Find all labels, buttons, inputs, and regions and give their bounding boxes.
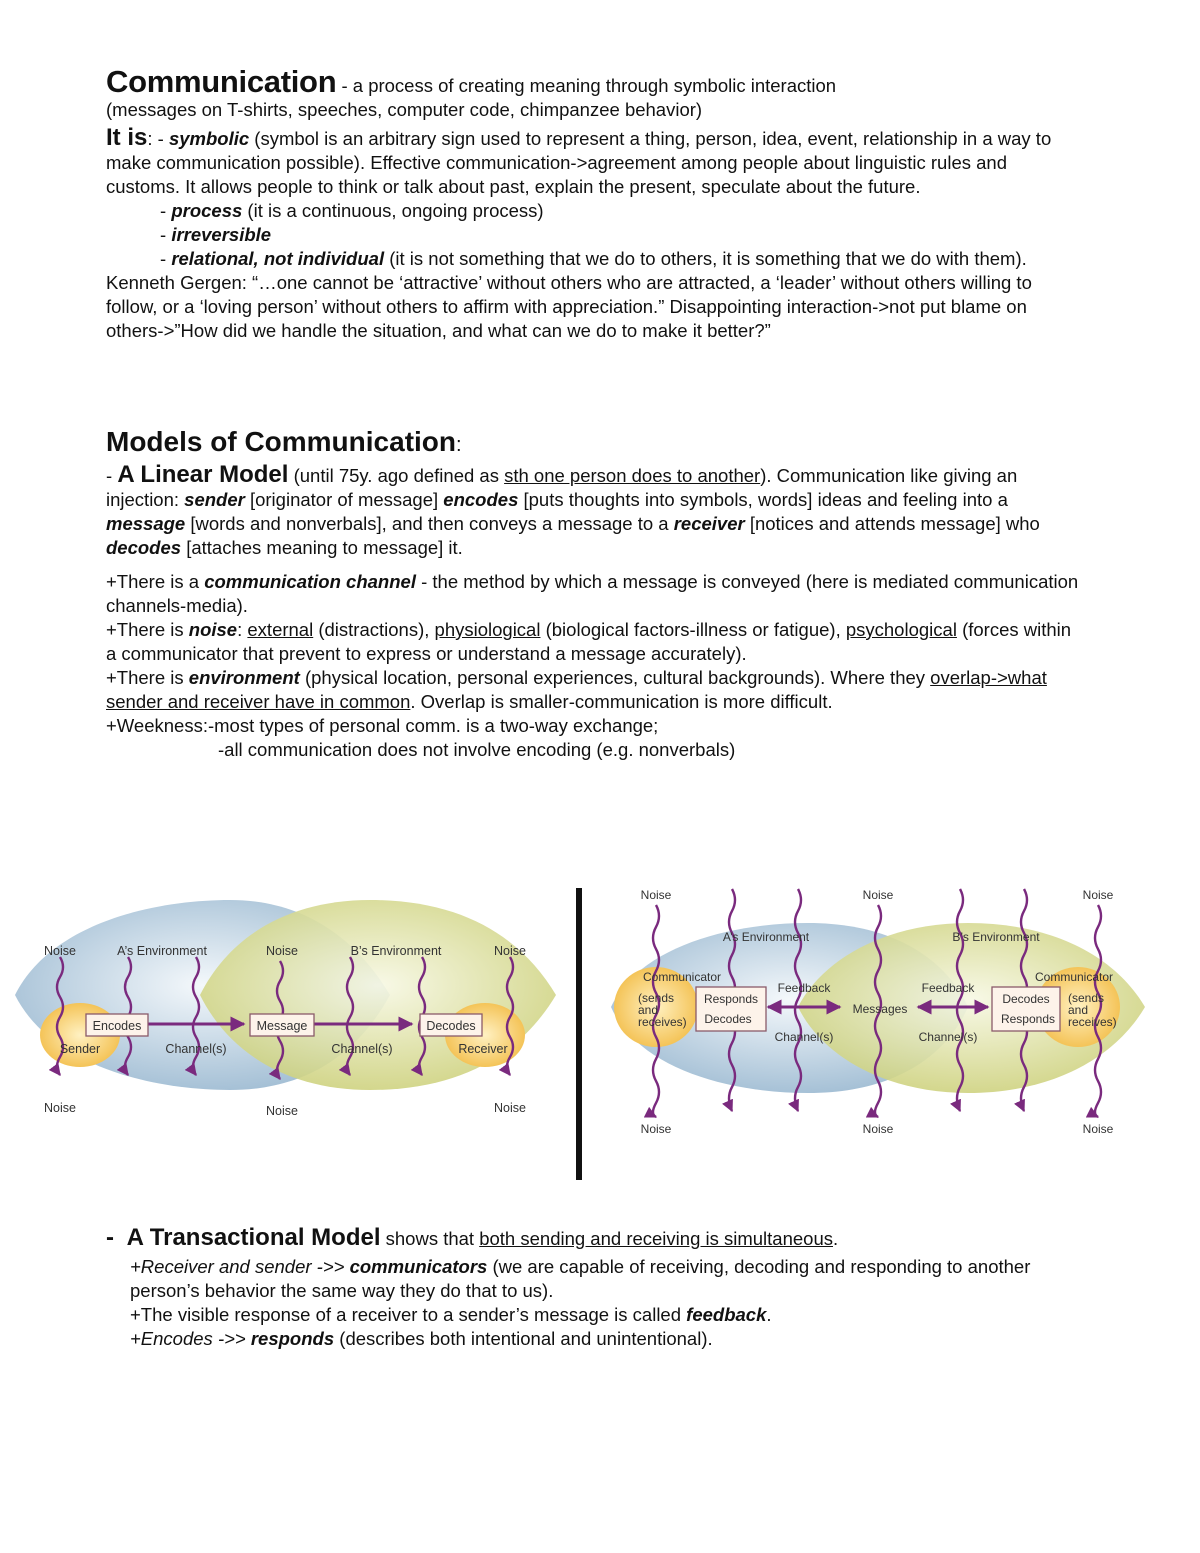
term-external: external (247, 619, 314, 640)
term-message: message (106, 513, 186, 534)
decodes-label: Decodes (426, 1019, 476, 1033)
noise-label: Noise (44, 1101, 76, 1115)
channel-label: Channel(s) (774, 1030, 834, 1044)
noise-label: Noise (266, 1104, 298, 1118)
dash: - (160, 224, 172, 245)
noise-label: Noise (862, 888, 894, 902)
linear-text-b: ). Communication like giving an injection: (106, 465, 1018, 510)
sends-label-2: and (1068, 1003, 1089, 1017)
line2-end: . (766, 1304, 772, 1325)
term-relational: relational, not individual (171, 248, 385, 269)
itis-colon: : - (147, 128, 169, 149)
line3-text: (describes both intentional and unintentional). (334, 1328, 713, 1349)
title-line (106, 64, 1066, 99)
linear-title: A Linear Model (117, 461, 289, 488)
term-physiological: physiological (434, 619, 541, 640)
weakness-line-2: -all communication does not involve encoding (e.g. nonverbals) (218, 739, 736, 760)
noise-label: Noise (862, 1122, 894, 1136)
item-process (106, 199, 1066, 223)
feedback-label-a: Feedback (777, 981, 831, 995)
noise-pre: +There is (106, 619, 189, 640)
channel-paragraph (106, 570, 1086, 618)
decodes-def: [attaches meaning to message] it. (181, 537, 463, 558)
messages-label: Messages (852, 1002, 908, 1016)
decodes-label-a: Decodes (704, 1012, 752, 1026)
dash: - (160, 248, 172, 269)
models-heading (106, 426, 1086, 457)
environment-paragraph (106, 666, 1086, 714)
channel-label: Channel(s) (331, 1042, 393, 1056)
dash: - (106, 465, 118, 486)
term-environment: environment (188, 667, 300, 688)
title-communication: Communication (106, 64, 337, 99)
line3-italic: +Encodes ->> (130, 1328, 251, 1349)
transactional-shows: shows that (380, 1228, 480, 1249)
channel-label: Channel(s) (918, 1030, 978, 1044)
item-relational (106, 247, 1066, 343)
symbolic-text: (symbol is an arbitrary sign used to represent a thing, person, idea, event, relationship in a way to make communication possible). Effective communication->agreement among people about linguistic rules and customs. It allows people to think or talk about past, explain the present, speculate about the future. (106, 128, 1052, 197)
models-section (106, 426, 1086, 762)
b-env-label: B’s Environment (952, 930, 1040, 944)
channel-label: Channel(s) (165, 1042, 227, 1056)
transactional-model-diagram (608, 883, 1148, 1145)
term-feedback: feedback (686, 1304, 767, 1325)
term-sender: sender (184, 489, 245, 510)
sends-label-3: receives) (638, 1015, 687, 1029)
term-receiver: receiver (673, 513, 745, 534)
noise-label: Noise (640, 1122, 672, 1136)
decodes-label-b: Decodes (1002, 992, 1050, 1006)
b-env-label: B’s Environment (350, 944, 442, 958)
term-noise: noise (188, 619, 238, 640)
encodes-def: [puts thoughts into symbols, words] ideas and feeling into a (518, 489, 1008, 510)
intro-section (106, 64, 1066, 343)
transactional-underlined: both sending and receiving is simultaneous (479, 1228, 833, 1249)
term-communicators: communicators (349, 1256, 488, 1277)
noise-label: Noise (1082, 1122, 1114, 1136)
encodes-label: Encodes (92, 1019, 142, 1033)
line1-italic: +Receiver and sender ->> (130, 1256, 350, 1277)
linear-paragraph (106, 463, 1086, 560)
term-encodes: encodes (443, 489, 519, 510)
title-definition: - a process of creating meaning through symbolic interaction (336, 75, 837, 96)
dash: - (106, 1224, 121, 1251)
title-examples: (messages on T-shirts, speeches, computer code, chimpanzee behavior) (106, 99, 703, 120)
responds-label-a: Responds (703, 992, 759, 1006)
dash: - (160, 200, 172, 221)
linear-underlined: sth one person does to another (504, 465, 761, 486)
transactional-line-1 (106, 1255, 1086, 1303)
diagram-divider (576, 888, 582, 1180)
psychological-text: (forces within a communicator that prevent to express or understand a message accurately). (106, 619, 1072, 664)
noise-label: Noise (1082, 888, 1114, 902)
term-symbolic: symbolic (168, 128, 250, 149)
term-decodes: decodes (106, 537, 182, 558)
transactional-line-2 (106, 1303, 1086, 1327)
transactional-title: A Transactional Model (126, 1224, 381, 1251)
env-pre: +There is (106, 667, 189, 688)
models-heading-text: Models of Communication (106, 426, 456, 457)
line1-text: (we are capable of receiving, decoding and responding to another person’s behavior the same way they do that to us). (130, 1256, 1031, 1301)
period: . (833, 1228, 839, 1249)
term-responds: responds (250, 1328, 335, 1349)
noise-label: Noise (494, 1101, 526, 1115)
env-text-b: . Overlap is smaller-communication is more difficult. (410, 691, 833, 712)
term-channel: communication channel (204, 571, 416, 592)
receiver-label: Receiver (458, 1042, 508, 1056)
relational-text: (it is not something that we do to others, it is something that we do with them). Kenneth Gergen: “…one cannot be ‘attractive’ without others who are attracted, a ‘leader’ without others willing to follow, or a ‘loving person’ without others to affirm with appreciation.” Disappointing interaction->not put blame on others->”How did we handle the situation, and what can we do to make it better?” (106, 248, 1032, 341)
env-text-a: (physical location, personal experiences, cultural backgrounds). Where they (299, 667, 931, 688)
sender-def: [originator of message] (244, 489, 444, 510)
sends-label-2: and (638, 1003, 659, 1017)
term-irreversible: irreversible (171, 224, 272, 245)
item-irreversible (106, 223, 1066, 247)
noise-label: Noise (266, 944, 298, 958)
communicator-a-label: Communicator (642, 970, 722, 984)
message-label: Message (256, 1019, 308, 1033)
physiological-text: (biological factors-illness or fatigue), (540, 619, 846, 640)
line2-text: +The visible response of a receiver to a sender’s message is called (130, 1304, 687, 1325)
a-env-label: A’s Environment (117, 944, 207, 958)
itis-label: It is (106, 124, 148, 151)
itis-paragraph (106, 126, 1066, 199)
a-env-label: A’s Environment (722, 930, 810, 944)
sends-label-1: (sends (638, 991, 675, 1005)
noise-label: Noise (44, 944, 76, 958)
noise-colon: : (237, 619, 248, 640)
noise-label: Noise (494, 944, 526, 958)
channel-pre: +There is a (106, 571, 205, 592)
process-text: (it is a continuous, ongoing process) (242, 200, 544, 221)
transactional-section (106, 1226, 1086, 1351)
sends-label-1: (sends (1068, 991, 1105, 1005)
external-text: (distractions), (313, 619, 435, 640)
message-def: [words and nonverbals], and then conveys a message to a (185, 513, 674, 534)
transactional-heading (106, 1226, 1086, 1251)
responds-label-b: Responds (1000, 1012, 1056, 1026)
weakness-line-1: +Weekness:-most types of personal comm. is a two-way exchange; (106, 715, 659, 736)
noise-paragraph (106, 618, 1086, 666)
linear-model-diagram (10, 885, 562, 1125)
noise-label: Noise (640, 888, 672, 902)
receiver-def: [notices and attends message] who (744, 513, 1040, 534)
communicator-b-label: Communicator (1034, 970, 1114, 984)
sends-label-3: receives) (1068, 1015, 1117, 1029)
term-psychological: psychological (845, 619, 957, 640)
linear-text-a: (until 75y. ago defined as (288, 465, 505, 486)
env-underlined: overlap->what sender and receiver have in common (106, 667, 1047, 712)
feedback-label-b: Feedback (921, 981, 975, 995)
transactional-line-3 (106, 1327, 1086, 1351)
models-heading-colon: : (456, 434, 462, 456)
term-process: process (171, 200, 243, 221)
sender-label: Sender (59, 1042, 101, 1056)
channel-text: - the method by which a message is conveyed (here is mediated communication channels-media). (106, 571, 1079, 616)
